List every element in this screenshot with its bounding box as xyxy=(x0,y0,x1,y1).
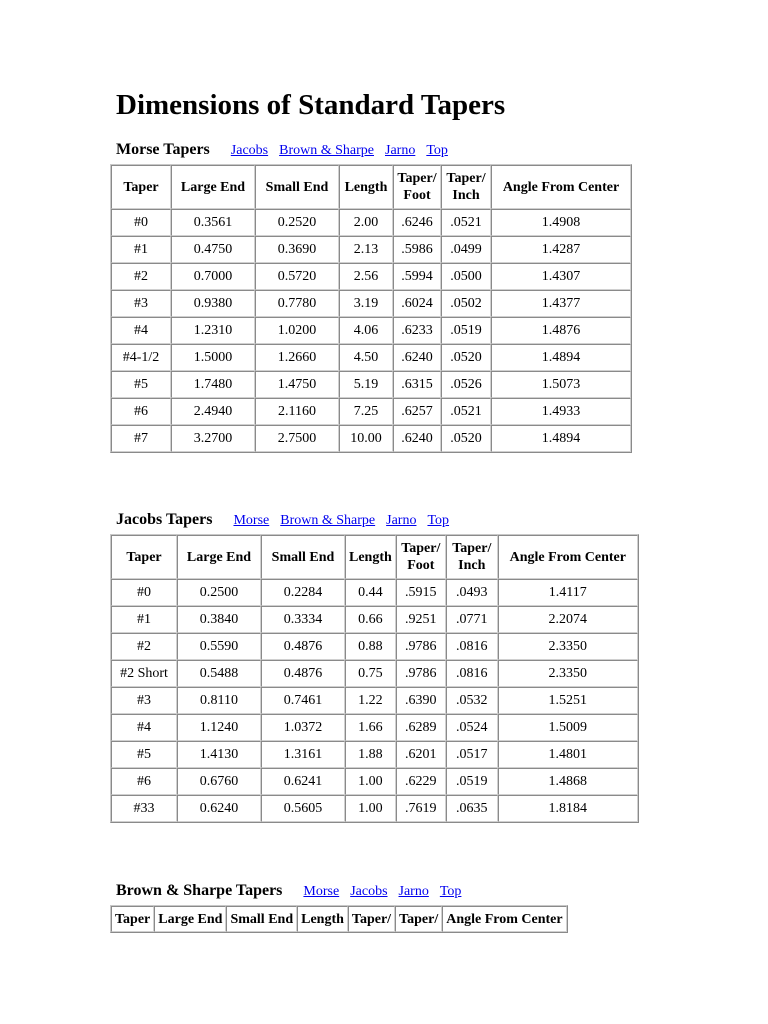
column-header: Angle From Center xyxy=(442,906,566,932)
brown-sharpe-link-jacobs[interactable]: Jacobs xyxy=(350,884,388,899)
table-cell: 0.6241 xyxy=(261,768,345,795)
table-cell: 2.13 xyxy=(339,236,393,263)
jacobs-link-top[interactable]: Top xyxy=(427,513,450,528)
table-cell: 2.2074 xyxy=(498,606,638,633)
column-header: Angle From Center xyxy=(498,535,638,579)
table-cell: 1.4933 xyxy=(491,398,631,425)
table-cell: .6024 xyxy=(393,290,441,317)
table-cell: .7619 xyxy=(396,795,446,822)
table-cell: #5 xyxy=(111,371,171,398)
table-cell: 0.2520 xyxy=(255,209,339,236)
table-cell: 0.3690 xyxy=(255,236,339,263)
table-cell: 1.1240 xyxy=(177,714,261,741)
table-cell: .5994 xyxy=(393,263,441,290)
column-header: Taper xyxy=(111,906,154,932)
table-cell: .6289 xyxy=(396,714,446,741)
table-cell: #4 xyxy=(111,317,171,344)
morse-link-jacobs[interactable]: Jacobs xyxy=(230,143,269,158)
column-header: Large End xyxy=(171,165,255,209)
table-cell: .0524 xyxy=(446,714,498,741)
table-cell: .5915 xyxy=(396,579,446,606)
table-cell: 2.3350 xyxy=(498,660,638,687)
table-cell: 0.66 xyxy=(345,606,396,633)
table-cell: .0771 xyxy=(446,606,498,633)
table-header-row xyxy=(111,535,638,579)
table-cell: 0.75 xyxy=(345,660,396,687)
table-row xyxy=(111,398,631,425)
table-cell: 1.4868 xyxy=(498,768,638,795)
table-cell: 1.4130 xyxy=(177,741,261,768)
table-cell: 0.3334 xyxy=(261,606,345,633)
table-cell: .6390 xyxy=(396,687,446,714)
table-cell: 10.00 xyxy=(339,425,393,452)
table-cell: 3.2700 xyxy=(171,425,255,452)
table-cell: 0.6760 xyxy=(177,768,261,795)
table-cell: 1.0200 xyxy=(255,317,339,344)
jacobs-link-jarno[interactable]: Jarno xyxy=(386,513,417,528)
table-cell: #4 xyxy=(111,714,177,741)
table-cell: .6233 xyxy=(393,317,441,344)
table-cell: 2.3350 xyxy=(498,633,638,660)
table-row xyxy=(111,371,631,398)
column-header: Taper/ Foot xyxy=(396,535,446,579)
table-cell: 1.0372 xyxy=(261,714,345,741)
table-cell: .0635 xyxy=(446,795,498,822)
table-cell: .0521 xyxy=(441,398,491,425)
jacobs-section-header xyxy=(116,509,449,531)
table-row xyxy=(111,741,638,768)
table-row xyxy=(111,236,631,263)
table-cell: 1.4377 xyxy=(491,290,631,317)
table-cell: #5 xyxy=(111,741,177,768)
morse-section-title: Morse Tapers xyxy=(116,141,210,158)
jacobs-section-title: Jacobs Tapers xyxy=(116,511,213,528)
table-cell: 1.4801 xyxy=(498,741,638,768)
table-cell: 1.4117 xyxy=(498,579,638,606)
table-cell: 1.2310 xyxy=(171,317,255,344)
table-cell: 0.5488 xyxy=(177,660,261,687)
table-cell: .6246 xyxy=(393,209,441,236)
brown-sharpe-section-header xyxy=(116,880,461,902)
table-cell: 0.2500 xyxy=(177,579,261,606)
column-header: Taper/ Inch xyxy=(446,535,498,579)
table-cell: .9786 xyxy=(396,633,446,660)
table-cell: 0.5590 xyxy=(177,633,261,660)
table-cell: 0.4750 xyxy=(171,236,255,263)
table-cell: 0.9380 xyxy=(171,290,255,317)
table-row xyxy=(111,209,631,236)
table-row xyxy=(111,606,638,633)
table-cell: .5986 xyxy=(393,236,441,263)
morse-taper-table xyxy=(110,164,632,453)
table-cell: 0.5605 xyxy=(261,795,345,822)
table-cell: #1 xyxy=(111,236,171,263)
table-cell: 1.4894 xyxy=(491,344,631,371)
table-cell: 1.00 xyxy=(345,768,396,795)
table-cell: 2.1160 xyxy=(255,398,339,425)
table-cell: .6257 xyxy=(393,398,441,425)
table-cell: 0.88 xyxy=(345,633,396,660)
column-header: Length xyxy=(345,535,396,579)
table-cell: .0816 xyxy=(446,660,498,687)
table-row xyxy=(111,425,631,452)
table-cell: #3 xyxy=(111,687,177,714)
brown-sharpe-section-title: Brown & Sharpe Tapers xyxy=(116,882,283,899)
table-row xyxy=(111,290,631,317)
table-cell: 1.4287 xyxy=(491,236,631,263)
table-row xyxy=(111,714,638,741)
table-cell: 1.2660 xyxy=(255,344,339,371)
table-cell: #1 xyxy=(111,606,177,633)
table-header-row xyxy=(111,906,567,932)
column-header: Taper/ xyxy=(348,906,395,932)
table-cell: 5.19 xyxy=(339,371,393,398)
table-cell: 0.44 xyxy=(345,579,396,606)
table-cell: #2 Short xyxy=(111,660,177,687)
column-header: Large End xyxy=(177,535,261,579)
table-cell: 0.2284 xyxy=(261,579,345,606)
column-header: Angle From Center xyxy=(491,165,631,209)
table-cell: #2 xyxy=(111,633,177,660)
table-cell: .0500 xyxy=(441,263,491,290)
jacobs-taper-table xyxy=(110,534,639,823)
table-row xyxy=(111,660,638,687)
table-cell: .9786 xyxy=(396,660,446,687)
column-header: Large End xyxy=(154,906,226,932)
table-row xyxy=(111,633,638,660)
table-cell: .6201 xyxy=(396,741,446,768)
table-row xyxy=(111,579,638,606)
table-cell: 0.4876 xyxy=(261,633,345,660)
column-header: Taper xyxy=(111,165,171,209)
jacobs-link-brown-sharpe[interactable]: Brown & Sharpe xyxy=(280,513,376,528)
column-header: Taper/ Foot xyxy=(393,165,441,209)
table-cell: 2.56 xyxy=(339,263,393,290)
table-cell: .9251 xyxy=(396,606,446,633)
page-title: Dimensions of Standard Tapers xyxy=(116,89,506,121)
table-cell: .0520 xyxy=(441,344,491,371)
table-cell: 0.8110 xyxy=(177,687,261,714)
table-cell: #6 xyxy=(111,398,171,425)
column-header: Length xyxy=(297,906,348,932)
column-header: Small End xyxy=(226,906,297,932)
table-cell: 1.00 xyxy=(345,795,396,822)
column-header: Taper/ xyxy=(395,906,442,932)
table-cell: 0.7000 xyxy=(171,263,255,290)
table-cell: #6 xyxy=(111,768,177,795)
table-cell: 4.06 xyxy=(339,317,393,344)
table-row xyxy=(111,768,638,795)
table-row xyxy=(111,317,631,344)
table-cell: 0.7461 xyxy=(261,687,345,714)
table-cell: .6240 xyxy=(393,425,441,452)
table-cell: 1.5000 xyxy=(171,344,255,371)
table-cell: 1.7480 xyxy=(171,371,255,398)
table-cell: 2.4940 xyxy=(171,398,255,425)
table-cell: 0.6240 xyxy=(177,795,261,822)
table-cell: #33 xyxy=(111,795,177,822)
table-cell: 0.3840 xyxy=(177,606,261,633)
table-row xyxy=(111,687,638,714)
table-cell: .0526 xyxy=(441,371,491,398)
table-cell: 2.00 xyxy=(339,209,393,236)
table-cell: 3.19 xyxy=(339,290,393,317)
morse-link-brown-sharpe[interactable]: Brown & Sharpe xyxy=(279,143,374,158)
table-cell: 1.4307 xyxy=(491,263,631,290)
table-cell: .0499 xyxy=(441,236,491,263)
table-cell: 1.3161 xyxy=(261,741,345,768)
table-cell: #3 xyxy=(111,290,171,317)
table-cell: 1.5009 xyxy=(498,714,638,741)
table-cell: #4-1/2 xyxy=(111,344,171,371)
table-cell: .0521 xyxy=(441,209,491,236)
column-header: Small End xyxy=(261,535,345,579)
table-cell: .0520 xyxy=(441,425,491,452)
table-cell: 1.4908 xyxy=(491,209,631,236)
table-cell: #7 xyxy=(111,425,171,452)
jacobs-link-morse[interactable]: Morse xyxy=(233,513,270,528)
table-cell: 1.66 xyxy=(345,714,396,741)
table-row xyxy=(111,263,631,290)
table-cell: 0.4876 xyxy=(261,660,345,687)
brown-sharpe-link-morse[interactable]: Morse xyxy=(303,884,340,899)
brown-sharpe-taper-table xyxy=(110,905,568,933)
morse-section-header xyxy=(116,139,448,161)
column-header: Taper xyxy=(111,535,177,579)
table-cell: #0 xyxy=(111,209,171,236)
table-cell: 0.5720 xyxy=(255,263,339,290)
table-cell: .0532 xyxy=(446,687,498,714)
table-header-row xyxy=(111,165,631,209)
table-cell: .0519 xyxy=(446,768,498,795)
morse-link-jarno[interactable]: Jarno xyxy=(385,143,416,158)
column-header: Small End xyxy=(255,165,339,209)
brown-sharpe-link-top[interactable]: Top xyxy=(439,884,462,899)
table-cell: 0.7780 xyxy=(255,290,339,317)
table-cell: 1.8184 xyxy=(498,795,638,822)
table-cell: 1.4894 xyxy=(491,425,631,452)
table-cell: 2.7500 xyxy=(255,425,339,452)
table-cell: .6240 xyxy=(393,344,441,371)
table-row xyxy=(111,344,631,371)
table-cell: #0 xyxy=(111,579,177,606)
table-cell: 1.22 xyxy=(345,687,396,714)
table-cell: 0.3561 xyxy=(171,209,255,236)
table-cell: 4.50 xyxy=(339,344,393,371)
table-cell: 7.25 xyxy=(339,398,393,425)
brown-sharpe-link-jarno[interactable]: Jarno xyxy=(398,884,429,899)
table-cell: .0493 xyxy=(446,579,498,606)
table-cell: 1.4876 xyxy=(491,317,631,344)
table-cell: 1.88 xyxy=(345,741,396,768)
table-cell: .0502 xyxy=(441,290,491,317)
column-header: Taper/ Inch xyxy=(441,165,491,209)
table-cell: .6229 xyxy=(396,768,446,795)
table-cell: .0519 xyxy=(441,317,491,344)
table-cell: .0517 xyxy=(446,741,498,768)
table-cell: 1.5251 xyxy=(498,687,638,714)
column-header: Length xyxy=(339,165,393,209)
table-row xyxy=(111,795,638,822)
table-cell: 1.5073 xyxy=(491,371,631,398)
table-cell: 1.4750 xyxy=(255,371,339,398)
table-cell: .6315 xyxy=(393,371,441,398)
table-cell: #2 xyxy=(111,263,171,290)
morse-link-top[interactable]: Top xyxy=(426,143,448,158)
table-cell: .0816 xyxy=(446,633,498,660)
